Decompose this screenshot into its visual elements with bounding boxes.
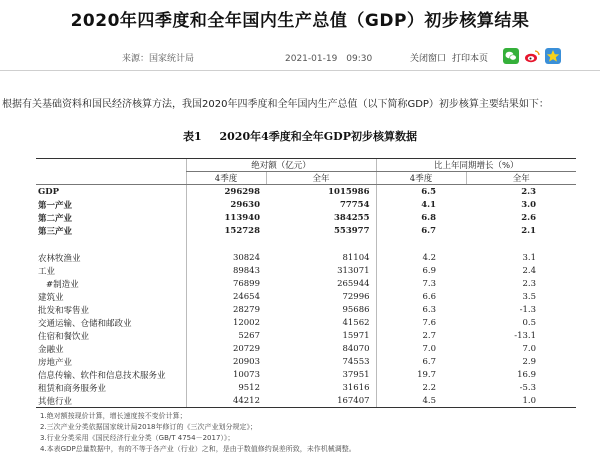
cell-name: 住宿和餐饮业 xyxy=(38,331,90,342)
table-row xyxy=(36,277,576,290)
table-row xyxy=(36,264,576,277)
cell-q4: 29630 xyxy=(186,198,266,211)
cell-g_q4 xyxy=(376,237,466,251)
table-row xyxy=(36,329,576,342)
cell-year: 81104 xyxy=(342,252,370,263)
cell-g_q4: 6.5 xyxy=(376,185,466,199)
cell-name: 信息传输、软件和信息技术服务业 xyxy=(38,370,166,381)
cell-name: 农林牧渔业 xyxy=(38,253,81,264)
note-2: 2.三次产业分类依据国家统计局2018年修订的《三次产业划分规定》； xyxy=(40,423,257,431)
close-window-link[interactable]: 关闭窗口 xyxy=(410,54,447,64)
cell-q4: 152728 xyxy=(186,224,266,237)
table-row xyxy=(36,316,576,329)
table-row xyxy=(36,211,576,224)
note-3: 3.行业分类采用《国民经济行业分类（GB/T 4754－2017）》； xyxy=(40,434,235,442)
cell-year: 95686 xyxy=(342,304,370,315)
table-row xyxy=(36,224,576,237)
cell-name: 房地产业 xyxy=(38,357,73,368)
table-row xyxy=(36,368,576,381)
cell-name: 第二产业 xyxy=(38,213,73,224)
cell-year: 37951 xyxy=(342,369,370,380)
note-1: 1.绝对额按现价计算，增长速度按不变价计算； xyxy=(40,412,187,420)
cell-g_q4: 7.3 xyxy=(376,277,466,290)
table-body xyxy=(36,185,576,408)
source-label: 来源：国家统计局 xyxy=(122,54,195,64)
article-meta-bar xyxy=(0,48,600,66)
cell-name xyxy=(36,237,186,251)
cell-year: 1015986 xyxy=(328,186,370,197)
page-title: 2020年四季度和全年国内生产总值（GDP）初步核算结果 xyxy=(70,11,530,31)
table-row xyxy=(36,237,576,251)
cell-year xyxy=(266,237,376,251)
table-caption-title: 2020年4季度和全年GDP初步核算数据 xyxy=(219,130,417,143)
header-growth-q4: 4季度 xyxy=(376,172,466,185)
cell-g_q4: 6.8 xyxy=(376,211,466,224)
cell-q4: 20903 xyxy=(186,355,266,368)
table-row xyxy=(36,342,576,355)
cell-g_year: 2.3 xyxy=(521,186,537,197)
cell-g_q4: 4.2 xyxy=(376,251,466,264)
table-row xyxy=(36,290,576,303)
cell-g_q4: 6.7 xyxy=(376,224,466,237)
cell-q4: 12002 xyxy=(186,316,266,329)
cell-g_q4: 19.7 xyxy=(376,368,466,381)
cell-g_q4: 7.6 xyxy=(376,316,466,329)
cell-g_year xyxy=(466,237,576,251)
cell-year: 167407 xyxy=(266,394,376,408)
cell-g_q4: 6.9 xyxy=(376,264,466,277)
cell-g_year: -1.3 xyxy=(519,304,537,315)
cell-year: 41562 xyxy=(342,317,370,328)
cell-name: 其他行业 xyxy=(36,394,186,408)
cell-year: 15971 xyxy=(342,330,370,341)
wechat-icon[interactable] xyxy=(503,48,519,64)
table-header-blank xyxy=(36,159,186,172)
cell-year: 313071 xyxy=(337,265,370,276)
cell-name: GDP xyxy=(38,186,60,197)
cell-g_q4: 6.6 xyxy=(376,290,466,303)
cell-g_year: 1.0 xyxy=(466,394,576,408)
cell-g_year: 2.4 xyxy=(522,265,537,276)
cell-year: 72996 xyxy=(342,291,370,302)
table-row xyxy=(36,394,576,408)
cell-g_year: -5.3 xyxy=(519,382,537,393)
header-growth-rate: 比上年同期增长（%） xyxy=(376,159,576,172)
cell-year: 265944 xyxy=(337,278,370,289)
cell-q4: 113940 xyxy=(186,211,266,224)
table-row xyxy=(36,251,576,264)
cell-name: 批发和零售业 xyxy=(38,305,90,316)
cell-g_q4: 7.0 xyxy=(376,342,466,355)
publish-datetime: 2021-01-19 09:30 xyxy=(285,54,373,64)
cell-name: 租赁和商务服务业 xyxy=(38,383,107,394)
cell-year: 31616 xyxy=(342,382,370,393)
table-caption xyxy=(0,128,600,144)
favorite-star-icon[interactable] xyxy=(545,48,561,64)
cell-q4: 9512 xyxy=(186,381,266,394)
cell-g_q4: 6.7 xyxy=(376,355,466,368)
cell-g_q4: 2.7 xyxy=(376,329,466,342)
cell-year: 74553 xyxy=(342,356,370,367)
table-header-blank-2 xyxy=(36,172,186,185)
table-row xyxy=(36,198,576,211)
cell-name: 建筑业 xyxy=(38,292,64,303)
cell-year: 77754 xyxy=(339,199,370,210)
cell-name: 交通运输、仓储和邮政业 xyxy=(38,318,132,329)
cell-year: 384255 xyxy=(334,212,370,223)
cell-name: #制造业 xyxy=(46,279,79,290)
cell-g_year: 2.3 xyxy=(522,278,537,289)
cell-name: 金融业 xyxy=(38,344,64,355)
cell-q4: 10073 xyxy=(186,368,266,381)
cell-g_q4: 6.3 xyxy=(376,303,466,316)
cell-q4: 20729 xyxy=(186,342,266,355)
header-abs-q4: 4季度 xyxy=(186,172,266,185)
table-row xyxy=(36,355,576,368)
cell-name: 工业 xyxy=(38,266,56,277)
cell-g_year: 3.0 xyxy=(521,199,537,210)
cell-g_year: -13.1 xyxy=(514,330,537,341)
cell-name: 第三产业 xyxy=(38,226,73,237)
cell-g_year: 2.9 xyxy=(522,356,537,367)
cell-q4: 28279 xyxy=(186,303,266,316)
cell-q4: 24654 xyxy=(186,290,266,303)
cell-g_year: 2.6 xyxy=(521,212,537,223)
weibo-icon[interactable] xyxy=(523,48,539,64)
cell-g_q4: 4.5 xyxy=(376,394,466,408)
cell-q4: 5267 xyxy=(186,329,266,342)
cell-g_year: 7.0 xyxy=(522,343,537,354)
cell-g_year: 2.1 xyxy=(521,225,537,236)
cell-q4: 30824 xyxy=(186,251,266,264)
cell-year: 84070 xyxy=(342,343,370,354)
cell-g_q4: 4.1 xyxy=(376,198,466,211)
header-growth-year: 全年 xyxy=(466,172,576,185)
cell-year: 553977 xyxy=(334,225,370,236)
cell-g_year: 3.1 xyxy=(522,252,537,263)
intro-paragraph: 根据有关基础资料和国民经济核算方法，我国2020年四季度和全年国内生产总值（以下简称GDP）初步核算主要结果如下： xyxy=(2,99,549,110)
cell-q4: 44212 xyxy=(186,394,266,408)
gdp-table xyxy=(36,158,576,408)
cell-g_year: 3.5 xyxy=(522,291,537,302)
cell-q4: 89843 xyxy=(186,264,266,277)
table-notes xyxy=(40,411,580,455)
cell-g_year: 0.5 xyxy=(522,317,537,328)
cell-q4: 76899 xyxy=(186,277,266,290)
cell-q4 xyxy=(186,237,266,251)
cell-g_q4: 2.2 xyxy=(376,381,466,394)
table-caption-number: 表1 xyxy=(183,130,202,143)
table-row xyxy=(36,381,576,394)
header-absolute-value: 绝对额（亿元） xyxy=(186,159,376,172)
note-4: 4.本表GDP总量数据中，有的不等于各产业（行业）之和，是由于数值修约误差所致，未作机械调整。 xyxy=(40,445,356,453)
print-page-link[interactable]: 打印本页 xyxy=(452,54,489,64)
table-row xyxy=(36,185,576,199)
table-row xyxy=(36,303,576,316)
header-divider xyxy=(0,70,600,71)
cell-name: 第一产业 xyxy=(38,200,73,211)
cell-q4: 296298 xyxy=(186,185,266,199)
header-abs-year: 全年 xyxy=(266,172,376,185)
cell-g_year: 16.9 xyxy=(517,369,537,380)
